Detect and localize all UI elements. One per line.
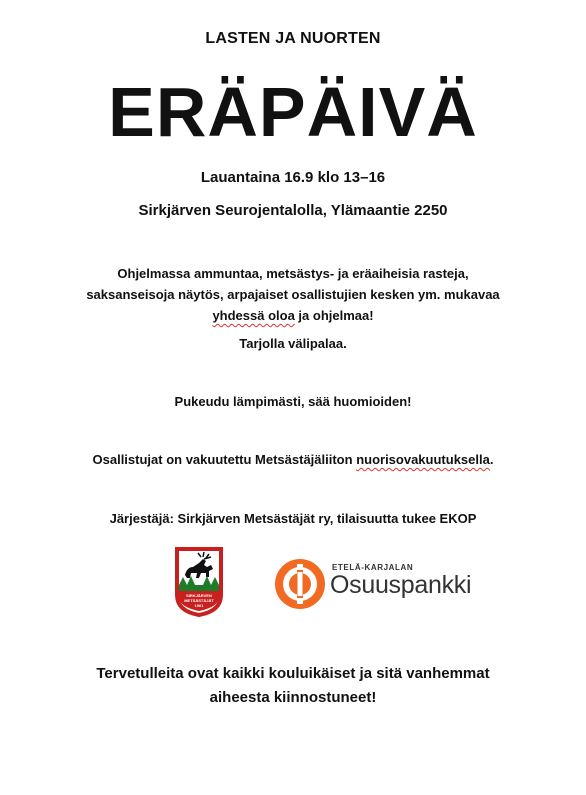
closing-line-2: aiheesta kiinnostuneet! [209, 689, 377, 706]
closing-line-1: Tervetulleita ovat kaikki kouluikäiset ja sitä vanhemmat [96, 665, 490, 682]
club-year: 1961 [194, 603, 204, 608]
spellcheck-word: yhdessä oloa [212, 308, 295, 323]
closing-message [40, 662, 546, 710]
insurance-note [0, 449, 586, 470]
event-date-time: Lauantaina 16.9 klo 13–16 [200, 169, 386, 186]
program-line-2: saksanseisoja näytös, arpajaiset osallistujien kesken ym. mukavaa [86, 287, 500, 302]
snack-note: Tarjolla välipalaa. [239, 336, 347, 351]
club-name-line-2: METSÄSTÄJÄT [184, 598, 214, 603]
bank-name: Osuuspankki [330, 571, 472, 599]
program-description [40, 263, 546, 326]
program-line-3-rest: ja ohjelmaa! [294, 308, 374, 323]
poster-kicker: LASTEN JA NUORTEN [205, 30, 381, 47]
op-logo-icon [274, 558, 326, 610]
event-location: Sirkjärven Seurojentalolla, Ylämaantie 2250 [138, 202, 448, 219]
bank-region: ETELÄ-KARJALAN [332, 563, 414, 572]
insurance-text: Osallistujat on vakuutettu Metsästäjäliiton [92, 452, 357, 467]
moose-crest-icon [173, 545, 225, 617]
insurance-end: . [489, 452, 494, 467]
spellcheck-word: nuorisovakuutuksella [356, 452, 490, 467]
club-name-line-1: SIRKJÄRVEN [186, 593, 212, 598]
organizer-note: Järjestäjä: Sirkjärven Metsästäjät ry, tilaisuutta tukee EKOP [109, 511, 477, 526]
program-line-3 [40, 305, 546, 326]
program-line-1: Ohjelmassa ammuntaa, metsästys- ja eräaiheisia rasteja, [117, 266, 469, 281]
poster-title: ERÄPÄIVÄ [108, 73, 478, 151]
dress-note: Pukeudu lämpimästi, sää huomioiden! [174, 394, 412, 409]
bank-logo [274, 558, 494, 610]
